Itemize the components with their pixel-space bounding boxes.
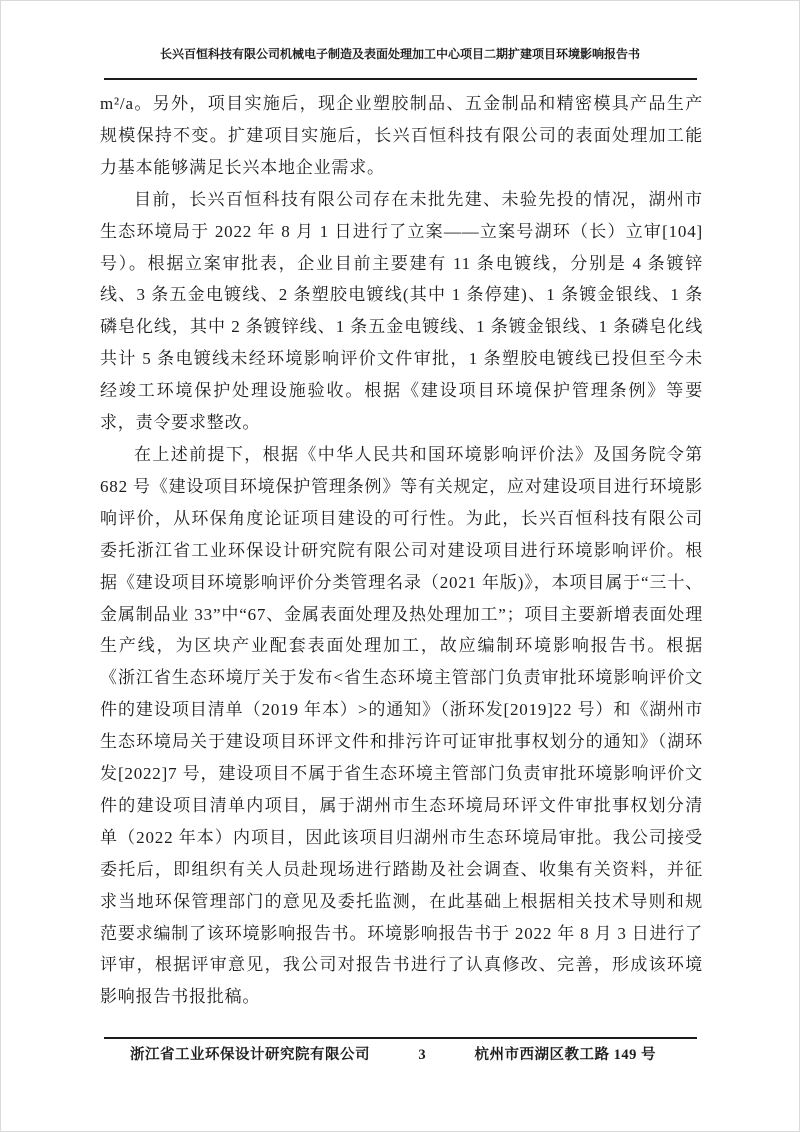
footer-rule <box>104 1037 697 1039</box>
header-rule <box>104 78 697 80</box>
paragraph-continuation: m²/a。另外，项目实施后，现企业塑胶制品、五金制品和精密模具产品生产规模保持不变。扩建项目实施后，长兴百恒科技有限公司的表面处理加工能力基本能够满足长兴本地企业需求。 <box>100 94 703 177</box>
document-body <box>100 88 703 1013</box>
footer-address: 杭州市西湖区教工路 149 号 <box>474 1047 656 1063</box>
footer-company-name: 浙江省工业环保设计研究院有限公司 <box>130 1047 370 1063</box>
footer-page-number: 3 <box>418 1047 427 1063</box>
paragraph-filing-status: 目前，长兴百恒科技有限公司存在未批先建、未验先投的情况，湖州市生态环境局于 2022 年 8 月 1 日进行了立案——立案号湖环（长）立审[104]号）。根据立案审批表，企业目前主要建有 11 条电镀线，分别是 4 条镀锌线、3 条五金电镀线、2 条塑胶电镀线(其中 1 条停建)、1 条镀金银线、1 条磷皂化线，其中 2 条镀锌线、1 条五金电镀线、1 条镀金银线、1 条磷皂化线共计 5 条电镀线未经环境影响评价文件审批，1 条塑胶电镀线已投但至今未经竣工环境保护处理设施验收。根据《建设项目环境保护管理条例》等要求，责令要求整改。 <box>100 189 703 433</box>
page-header-title: 长兴百恒科技有限公司机械电子制造及表面处理加工中心项目二期扩建项目环境影响报告书 <box>159 47 640 61</box>
paragraph-eia-basis: 在上述前提下，根据《中华人民共和国环境影响评价法》及国务院令第 682 号《建设项目环境保护管理条例》等有关规定，应对建设项目进行环境影响评价，从环保角度论证项目建设的可行性。为此，长兴百恒科技有限公司委托浙江省工业环保设计研究院有限公司对建设项目进行环境影响评价。根据《建设项目环境影响评价分类管理名录（2021 年版)》，本项目属于“三十、金属制品业 33”中“67、金属表面处理及热处理加工”；项目主要新增表面处理生产线，为区块产业配套表面处理加工，故应编制环境影响报告书。根据《浙江省生态环境厅关于发布<省生态环境主管部门负责审批环境影响评价文件的建设项目清单（2019 年本）>的通知》（浙环发[2019]22 号）和《湖州市生态环境局关于建设项目环评文件和排污许可证审批事权划分的通知》（湖环发[2022]7 号，建设项目不属于省生态环境主管部门负责审批环境影响评价文件的建设项目清单内项目，属于湖州市生态环境局环评文件审批事权划分清单（2022 年本）内项目，因此该项目归湖州市生态环境局审批。我公司接受委托后，即组织有关人员赴现场进行踏勘及社会调查、收集有关资料，并征求当地环保管理部门的意见及委托监测，在此基础上根据相关技术导则和规范要求编制了该环境影响报告书。环境影响报告书于 2022 年 8 月 3 日进行了评审，根据评审意见，我公司对报告书进行了认真修改、完善，形成该环境影响报告书报批稿。 <box>100 444 703 1007</box>
page-footer <box>100 1043 700 1064</box>
